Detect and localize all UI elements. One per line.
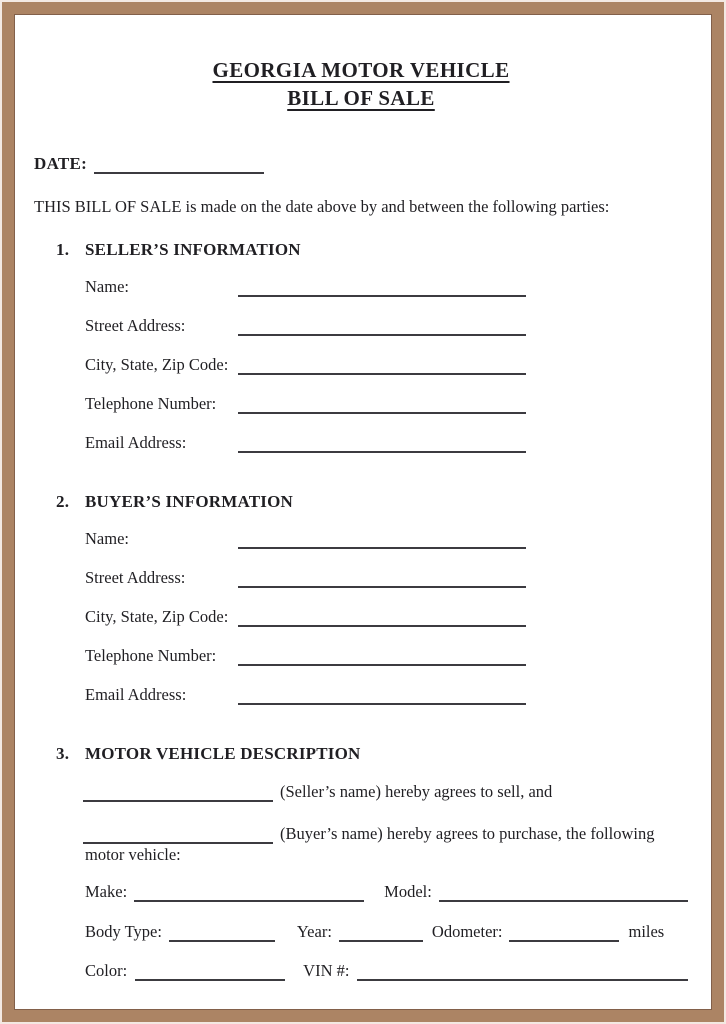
seller-clause-text: (Seller’s name) hereby agrees to sell, and xyxy=(280,782,553,801)
buyer-clause-text: (Buyer’s name) hereby agrees to purchase, the following xyxy=(280,824,655,843)
vin-label: VIN #: xyxy=(303,961,350,980)
buyer-phone-row xyxy=(85,645,688,666)
year-blank-line xyxy=(339,938,423,942)
body-type-blank-line xyxy=(169,938,275,942)
section-1-heading: SELLER’S INFORMATION xyxy=(85,240,301,259)
model-blank-line xyxy=(439,898,688,902)
make-label: Make: xyxy=(85,882,128,901)
miles-suffix: miles xyxy=(628,922,665,941)
field-label: Telephone Number: xyxy=(85,394,217,413)
seller-phone-row xyxy=(85,393,688,414)
model-label: Model: xyxy=(384,882,432,901)
buyer-street-blank-line xyxy=(238,584,526,588)
section-3-heading-row xyxy=(34,743,688,764)
odometer-blank-line xyxy=(509,938,619,942)
seller-name-row xyxy=(85,276,688,297)
seller-city-blank-line xyxy=(238,371,526,375)
page-border-frame xyxy=(2,2,724,1022)
date-label: DATE: xyxy=(34,154,88,173)
make-blank-line xyxy=(134,898,364,902)
field-label: Street Address: xyxy=(85,316,186,335)
buyer-clause-continuation: motor vehicle: xyxy=(85,845,181,864)
field-label: Email Address: xyxy=(85,433,187,452)
vin-blank-line xyxy=(357,977,688,981)
section-2-heading: BUYER’S INFORMATION xyxy=(85,492,293,511)
buyer-name-blank-line xyxy=(238,545,526,549)
buyer-clause-row xyxy=(83,822,688,844)
color-label: Color: xyxy=(85,961,128,980)
color-blank-line xyxy=(135,977,285,981)
buyer-name-row xyxy=(85,528,688,549)
buyer-city-blank-line xyxy=(238,623,526,627)
field-label: Name: xyxy=(85,277,129,296)
date-row xyxy=(34,152,688,174)
buyer-street-row xyxy=(85,567,688,588)
seller-city-row xyxy=(85,354,688,375)
section-1-number: 1. xyxy=(56,240,70,259)
section-3-number: 3. xyxy=(56,744,70,763)
body-type-label: Body Type: xyxy=(85,922,162,941)
field-label: Name: xyxy=(85,529,129,548)
make-model-row xyxy=(85,880,688,902)
field-label: Email Address: xyxy=(85,685,187,704)
buyer-email-blank-line xyxy=(238,701,526,705)
field-label: City, State, Zip Code: xyxy=(85,355,229,374)
section-2-number: 2. xyxy=(56,492,70,511)
buyer-phone-blank-line xyxy=(238,662,526,666)
field-label: Telephone Number: xyxy=(85,646,217,665)
odometer-label: Odometer: xyxy=(431,922,503,941)
buyer-city-row xyxy=(85,606,688,627)
color-vin-row xyxy=(85,959,688,981)
seller-email-blank-line xyxy=(238,449,526,453)
field-label: Street Address: xyxy=(85,568,186,587)
seller-phone-blank-line xyxy=(238,410,526,414)
year-label: Year: xyxy=(296,922,332,941)
seller-name-blank-line xyxy=(238,293,526,297)
section-1-heading-row xyxy=(34,239,688,260)
section-3-heading: MOTOR VEHICLE DESCRIPTION xyxy=(85,744,361,763)
bodytype-year-odometer-row xyxy=(85,920,688,942)
document-content xyxy=(14,14,712,981)
section-2-heading-row xyxy=(34,491,688,512)
seller-name-clause-blank-line xyxy=(83,798,273,802)
seller-email-row xyxy=(85,432,688,453)
field-label: City, State, Zip Code: xyxy=(85,607,229,626)
document-title xyxy=(34,56,688,112)
seller-street-blank-line xyxy=(238,332,526,336)
intro-text: THIS BILL OF SALE is made on the date above by and between the following parties: xyxy=(34,197,610,216)
seller-clause-row xyxy=(83,780,688,802)
title-line-1: GEORGIA MOTOR VEHICLE xyxy=(212,58,510,82)
title-line-2: BILL OF SALE xyxy=(287,86,435,110)
buyer-email-row xyxy=(85,684,688,705)
date-blank-line xyxy=(94,170,264,174)
seller-street-row xyxy=(85,315,688,336)
